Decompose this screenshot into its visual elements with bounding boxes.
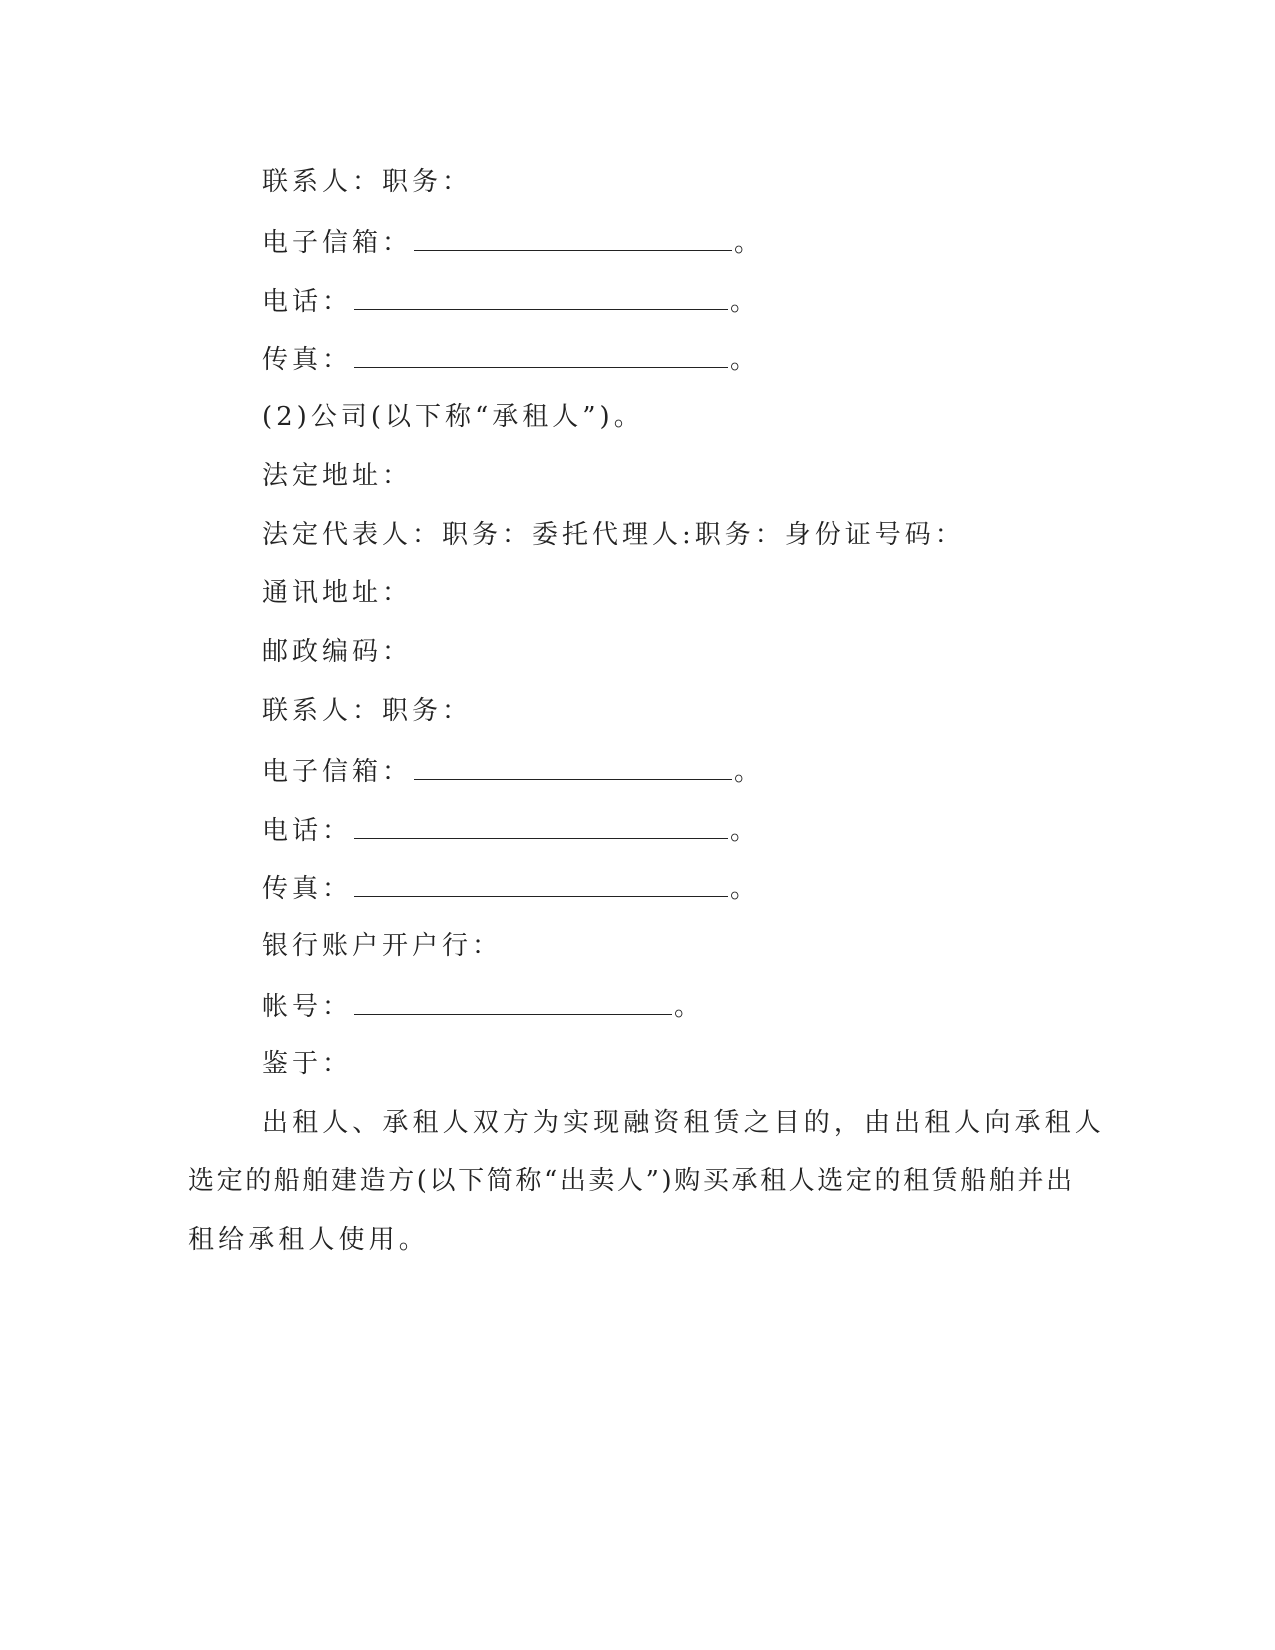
lessee-intro-line [262, 400, 644, 434]
lessee-fax-label: 传真： [262, 874, 353, 904]
bank-label: 银行账户开户行： [262, 931, 503, 961]
legal-representative-label: 法定代表人：职务：委托代理人:职务：身份证号码： [262, 520, 965, 550]
lessor-contact-person-label: 联系人：职务： [262, 167, 473, 197]
lessee-fax-blank[interactable] [354, 870, 728, 897]
lessor-contact-person-line [262, 165, 472, 199]
recital-line-2: 选定的船舶建造方(以下简称“出卖人”)购买承租人选定的租赁船舶并出 [188, 1166, 1075, 1196]
lessee-email-label: 电子信箱： [262, 757, 413, 787]
lessee-contact-person-label: 联系人：职务： [262, 696, 473, 726]
lessee-phone-label: 电话： [262, 816, 353, 846]
lessor-phone-blank[interactable] [354, 283, 728, 310]
account-number-label: 帐号： [262, 992, 353, 1022]
lessor-fax-period: 。 [730, 345, 761, 375]
account-number-period: 。 [674, 992, 705, 1022]
lessor-email-period: 。 [734, 228, 765, 258]
lessee-fax-line [262, 870, 760, 906]
lessor-email-line [262, 224, 764, 260]
lessor-phone-line [262, 283, 760, 319]
lessor-email-blank[interactable] [414, 224, 732, 251]
recital-line-1: 出租人、承租人双方为实现融资租赁之目的，由出租人向承租人 [262, 1108, 1105, 1138]
lessee-fax-period: 。 [730, 874, 761, 904]
lessor-phone-label: 电话： [262, 287, 353, 317]
whereas-line [262, 1047, 352, 1081]
lessor-fax-line [262, 341, 760, 377]
lessor-phone-period: 。 [730, 287, 761, 317]
mailing-address-line [262, 576, 412, 610]
bank-line [262, 929, 502, 963]
account-number-blank[interactable] [354, 988, 672, 1015]
lessor-fax-blank[interactable] [354, 341, 728, 368]
lessee-contact-person-line [262, 694, 472, 728]
mailing-address-label: 通讯地址： [262, 578, 413, 608]
legal-representative-line [262, 518, 965, 552]
account-number-line [262, 988, 704, 1024]
legal-address-label: 法定地址： [262, 461, 413, 491]
postal-code-line [262, 635, 412, 669]
lessee-phone-blank[interactable] [354, 812, 728, 839]
lessee-phone-line [262, 812, 760, 848]
lessee-intro-text: (2)公司(以下称“承租人”)。 [262, 402, 644, 432]
lessor-fax-label: 传真： [262, 345, 353, 375]
legal-address-line [262, 459, 412, 493]
lessee-email-line [262, 753, 764, 789]
recital-line-3: 租给承租人使用。 [188, 1225, 429, 1255]
lessee-email-blank[interactable] [414, 753, 732, 780]
lessee-email-period: 。 [734, 757, 765, 787]
lessee-phone-period: 。 [730, 816, 761, 846]
lessor-email-label: 电子信箱： [262, 228, 413, 258]
whereas-label: 鉴于： [262, 1049, 353, 1079]
postal-code-label: 邮政编码： [262, 637, 413, 667]
